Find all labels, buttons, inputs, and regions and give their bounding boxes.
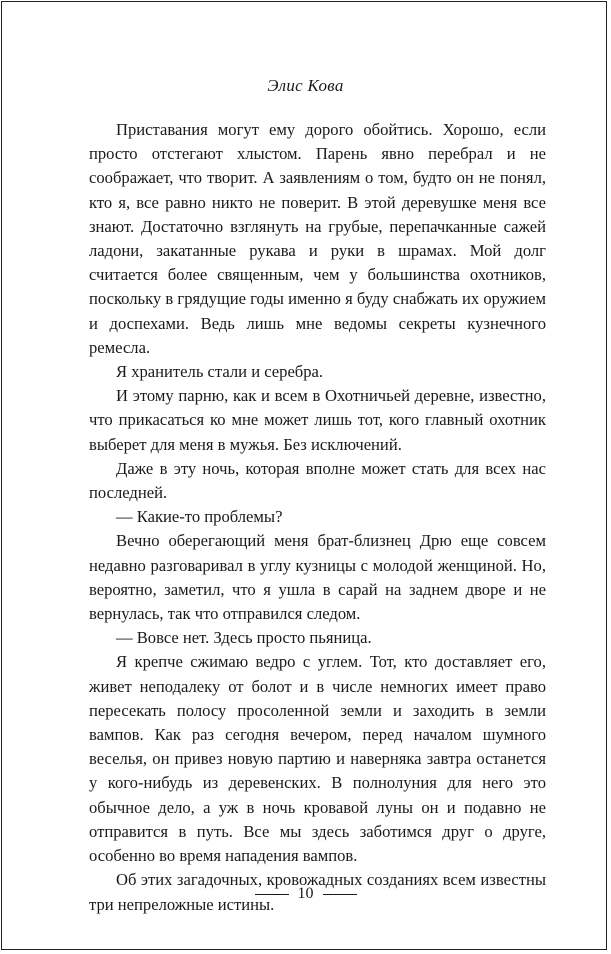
paragraph: И этому парню, как и всем в Охотничьей деревне, известно, что прикасаться ко мне может лишь тот, кого главный охотник выберет для меня в мужья. Без исключений. — [89, 386, 546, 454]
paragraph: Приставания могут ему дорого обойтись. Хорошо, если просто отстегают хлыстом. Парень явно перебрал и не соображает, что творит. А заявлениям о том, будто он не понял, кто я, все равно никто не поверит. В этой деревушке меня все знают. Достаточно взглянуть на грубые, перепачканные сажей ладони, закатанные рукава и руки в шрамах. Мой долг считается более священным, чем у большинства охотников, поскольку в грядущие годы именно я буду снабжать их оружием и доспехами. Ведь лишь мне ведомы секреты кузнечного ремесла. — [89, 120, 546, 357]
paragraph: Об этих загадочных, кровожадных созданиях всем известны три непреложные истины. — [89, 870, 546, 914]
paragraph: Вечно оберегающий меня брат-близнец Дрю еще совсем недавно разговаривал в углу кузницы с молодой женщиной. Но, вероятно, заметил, что я ушла в сарай на заднем дворе и не вернулась, так что отправился следом. — [89, 531, 546, 624]
folio-dash-left — [255, 894, 289, 895]
dialogue-line: — Вовсе нет. Здесь просто пьяница. — [116, 628, 372, 648]
paragraph: Даже в эту ночь, которая вполне может стать для всех нас последней. — [89, 458, 546, 503]
paragraph: Я хранитель стали и серебра. — [116, 362, 324, 382]
folio-dash-right — [323, 894, 357, 895]
running-head-author: Элис Кова — [267, 76, 344, 95]
page-number-footer — [0, 885, 611, 903]
body-text — [89, 118, 546, 917]
dialogue-line: — Какие-то проблемы? — [116, 507, 283, 527]
paragraph: Я крепче сжимаю ведро с углем. Тот, кто доставляет его, живет неподалеку от болот и в числе немногих имеет право пересекать полосу просоленной земли и заходить в земли вампов. Как раз сегодня вечером, перед началом шумного веселья, он привез новую партию и наверняка завтра останется у кого-нибудь из деревенских. В полнолуния для него это обычное дело, а уж в ночь кровавой луны он и подавно не отправится в путь. Все мы здесь заботимся друг о друге, особенно во время нападения вампов. — [89, 652, 546, 866]
page-number: 10 — [297, 885, 314, 902]
